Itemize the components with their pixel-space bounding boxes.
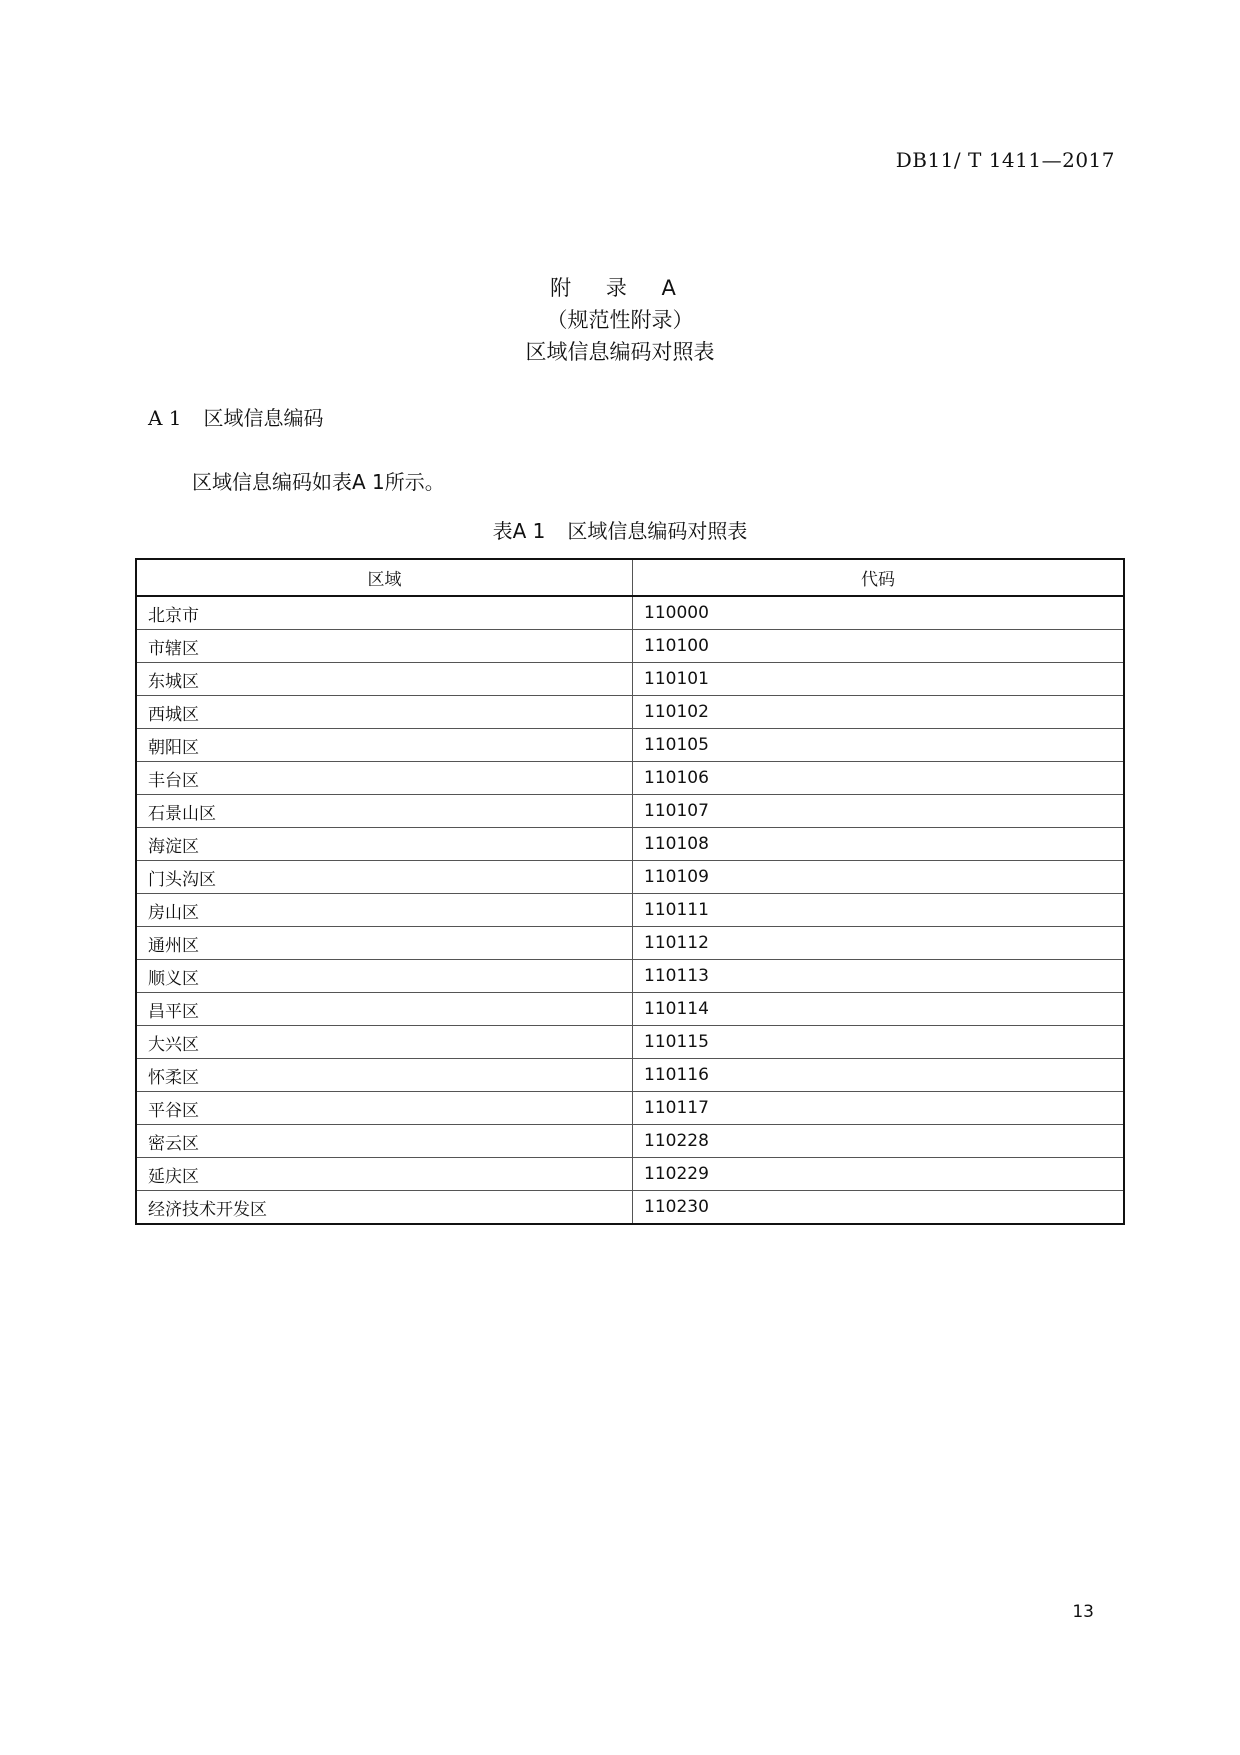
region-name-cell: 房山区 bbox=[136, 894, 633, 927]
column-header-code: 代码 bbox=[633, 559, 1125, 596]
annex-subtitle: （规范性附录） bbox=[546, 308, 694, 332]
intro-text: 区域信息编码如表A 1所示。 bbox=[192, 470, 445, 494]
table-row bbox=[136, 960, 1124, 993]
standard-code: DB11/ T 1411—2017 bbox=[895, 148, 1115, 172]
section-number: A 1 bbox=[148, 406, 182, 430]
table-caption bbox=[0, 515, 1240, 544]
region-code-cell: 110116 bbox=[633, 1059, 1125, 1092]
region-name-cell: 北京市 bbox=[136, 596, 633, 630]
table-row bbox=[136, 762, 1124, 795]
table-row bbox=[136, 1191, 1124, 1225]
region-code-cell: 110106 bbox=[633, 762, 1125, 795]
region-name-cell: 门头沟区 bbox=[136, 861, 633, 894]
table-header-row bbox=[136, 559, 1124, 596]
page-number: 13 bbox=[1072, 1602, 1094, 1622]
region-code-cell: 110109 bbox=[633, 861, 1125, 894]
region-name-cell: 延庆区 bbox=[136, 1158, 633, 1191]
region-name-cell: 海淀区 bbox=[136, 828, 633, 861]
region-code-cell: 110105 bbox=[633, 729, 1125, 762]
table-row bbox=[136, 1158, 1124, 1191]
table-body bbox=[136, 596, 1124, 1224]
table-row bbox=[136, 663, 1124, 696]
table-row bbox=[136, 861, 1124, 894]
section-heading bbox=[148, 402, 324, 431]
region-name-cell: 顺义区 bbox=[136, 960, 633, 993]
table-row bbox=[136, 1026, 1124, 1059]
region-name-cell: 东城区 bbox=[136, 663, 633, 696]
region-code-cell: 110229 bbox=[633, 1158, 1125, 1191]
table-row bbox=[136, 630, 1124, 663]
table-row bbox=[136, 1092, 1124, 1125]
table-row bbox=[136, 729, 1124, 762]
annex-title-block bbox=[0, 272, 1240, 368]
annex-title: 附 录 A bbox=[550, 276, 690, 300]
region-code-cell: 110100 bbox=[633, 630, 1125, 663]
region-code-cell: 110113 bbox=[633, 960, 1125, 993]
region-code-table bbox=[135, 558, 1125, 1225]
region-code-cell: 110228 bbox=[633, 1125, 1125, 1158]
region-name-cell: 大兴区 bbox=[136, 1026, 633, 1059]
region-code-cell: 110115 bbox=[633, 1026, 1125, 1059]
annex-name: 区域信息编码对照表 bbox=[525, 340, 715, 364]
region-name-cell: 密云区 bbox=[136, 1125, 633, 1158]
column-header-region: 区域 bbox=[136, 559, 633, 596]
region-name-cell: 市辖区 bbox=[136, 630, 633, 663]
region-code-cell: 110112 bbox=[633, 927, 1125, 960]
region-code-cell: 110230 bbox=[633, 1191, 1125, 1225]
table-row bbox=[136, 795, 1124, 828]
region-name-cell: 经济技术开发区 bbox=[136, 1191, 633, 1225]
table-row bbox=[136, 1059, 1124, 1092]
region-name-cell: 西城区 bbox=[136, 696, 633, 729]
region-name-cell: 怀柔区 bbox=[136, 1059, 633, 1092]
region-name-cell: 通州区 bbox=[136, 927, 633, 960]
section-title: 区域信息编码 bbox=[203, 406, 324, 430]
region-name-cell: 朝阳区 bbox=[136, 729, 633, 762]
region-code-cell: 110117 bbox=[633, 1092, 1125, 1125]
region-code-cell: 110111 bbox=[633, 894, 1125, 927]
region-code-cell: 110102 bbox=[633, 696, 1125, 729]
region-code-cell: 110114 bbox=[633, 993, 1125, 1026]
region-code-cell: 110000 bbox=[633, 596, 1125, 630]
table-row bbox=[136, 894, 1124, 927]
table-row bbox=[136, 696, 1124, 729]
table-row bbox=[136, 596, 1124, 630]
region-code-cell: 110107 bbox=[633, 795, 1125, 828]
table-row bbox=[136, 1125, 1124, 1158]
region-name-cell: 石景山区 bbox=[136, 795, 633, 828]
region-code-cell: 110108 bbox=[633, 828, 1125, 861]
table-row bbox=[136, 993, 1124, 1026]
table-caption-title: 区域信息编码对照表 bbox=[567, 519, 748, 543]
region-code-cell: 110101 bbox=[633, 663, 1125, 696]
table-caption-number: 表A 1 bbox=[492, 519, 546, 543]
table-row bbox=[136, 828, 1124, 861]
table-row bbox=[136, 927, 1124, 960]
region-name-cell: 昌平区 bbox=[136, 993, 633, 1026]
region-name-cell: 丰台区 bbox=[136, 762, 633, 795]
region-name-cell: 平谷区 bbox=[136, 1092, 633, 1125]
